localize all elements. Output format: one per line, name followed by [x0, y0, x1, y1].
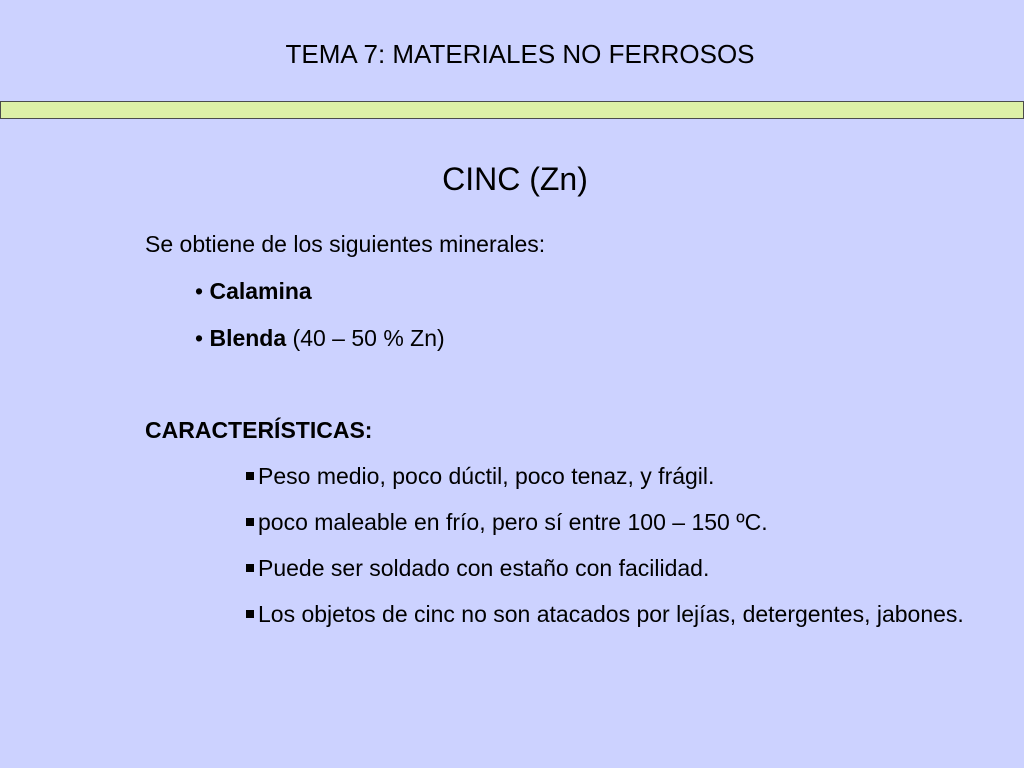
page-header-title: TEMA 7: MATERIALES NO FERROSOS — [285, 39, 755, 69]
header-divider-bar — [0, 101, 1024, 119]
bullet-dot-icon: • — [195, 325, 204, 351]
feature-item — [246, 461, 965, 491]
minerals-intro: Se obtiene de los siguientes minerales: — [145, 231, 546, 257]
mineral-item-calamina — [195, 276, 965, 306]
mineral-detail: (40 – 50 % Zn) — [286, 325, 445, 351]
feature-item — [246, 599, 965, 629]
slide-content — [145, 229, 965, 629]
square-bullet-icon — [246, 564, 254, 572]
feature-item — [246, 507, 965, 537]
feature-text: poco maleable en frío, pero sí entre 100 – 150 ºC. — [258, 509, 768, 535]
slide-title: CINC (Zn) — [442, 161, 588, 197]
characteristics-heading: CARACTERÍSTICAS: — [145, 417, 373, 443]
feature-text: Peso medio, poco dúctil, poco tenaz, y frágil. — [258, 463, 715, 489]
feature-item — [246, 553, 965, 583]
feature-text: Puede ser soldado con estaño con facilidad. — [258, 555, 710, 581]
bullet-dot-icon: • — [195, 278, 204, 304]
feature-text: Los objetos de cinc no son atacados por lejías, detergentes, jabones. — [258, 601, 964, 627]
mineral-item-blenda — [195, 323, 965, 353]
square-bullet-icon — [246, 472, 254, 480]
mineral-name: Blenda — [209, 325, 287, 351]
square-bullet-icon — [246, 610, 254, 618]
mineral-name: Calamina — [209, 278, 312, 304]
square-bullet-icon — [246, 518, 254, 526]
